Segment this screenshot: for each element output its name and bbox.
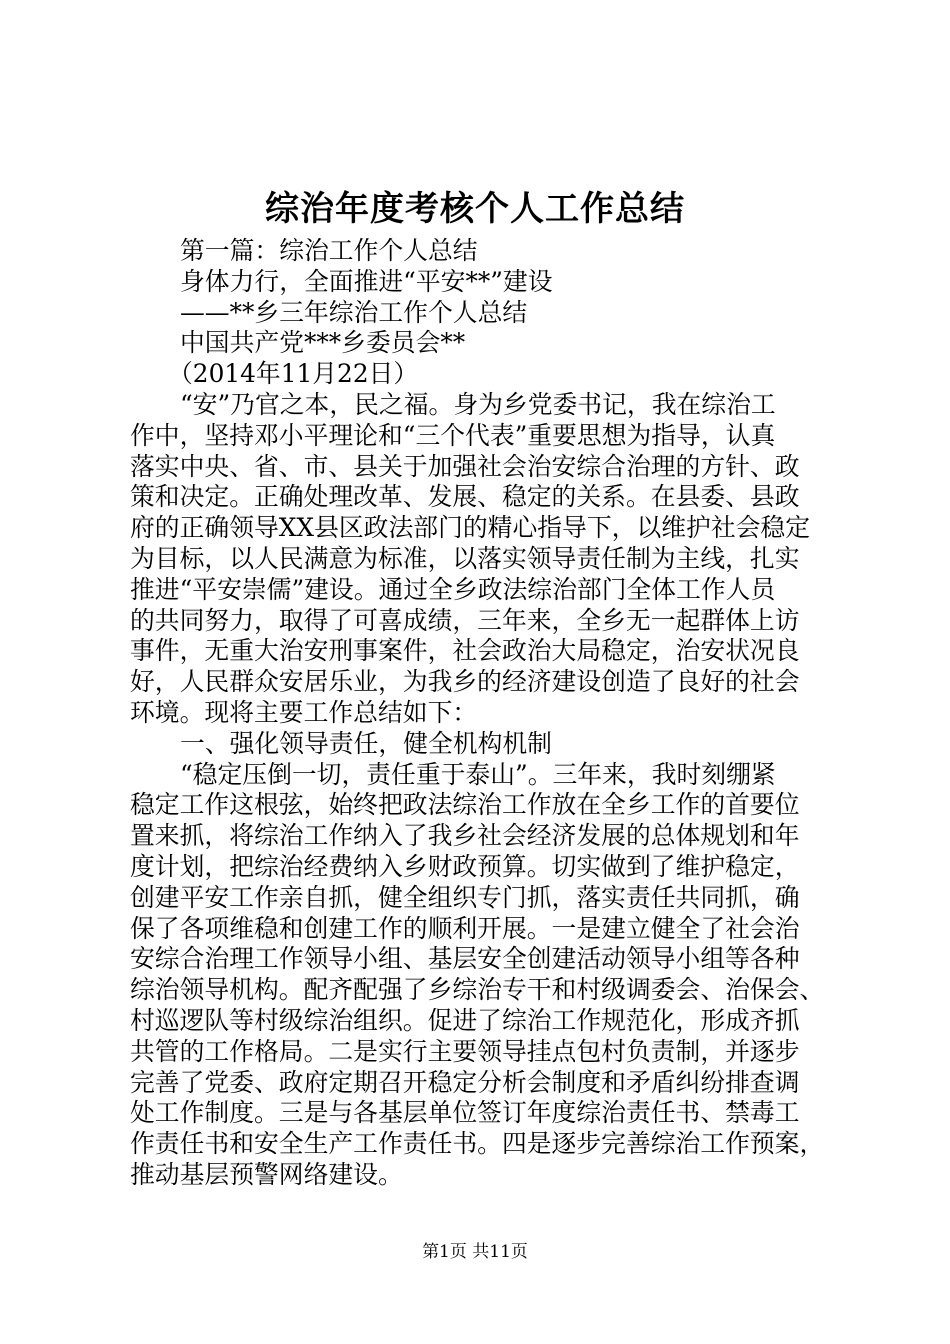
text-line: 推进“平安崇儒”建设。通过全乡政法综治部门全体工作人员: [130, 574, 776, 604]
text-line: 中国共产党***乡委员会**: [180, 328, 466, 358]
text-line: 作中，坚持邓小平理论和“三个代表”重要思想为指导，认真: [130, 420, 776, 450]
text-line: 身体力行，全面推进“平安**”建设: [180, 266, 553, 296]
text-line: 度计划，把综治经费纳入乡财政预算。切实做到了维护稳定，: [130, 851, 800, 881]
text-line: 为目标，以人民满意为标准，以落实领导责任制为主线，扎实: [130, 543, 800, 573]
text-line: 的共同努力，取得了可喜成绩，三年来，全乡无一起群体上访: [130, 605, 800, 635]
text-line: “安”乃官之本，民之福。身为乡党委书记，我在综治工: [180, 389, 776, 419]
text-line: 处工作制度。三是与各基层单位签订年度综治责任书、禁毒工: [130, 1098, 800, 1128]
text-line: 第一篇：综治工作个人总结: [180, 236, 478, 265]
text-line: 策和决定。正确处理改革、发展、稳定的关系。在县委、县政: [130, 482, 800, 512]
text-line: 综治领导机构。配齐配强了乡综治专干和村级调委会、治保会、: [130, 975, 825, 1005]
text-line: 稳定工作这根弦，始终把政法综治工作放在全乡工作的首要位: [130, 790, 800, 820]
text-line: 保了各项维稳和创建工作的顺利开展。一是建立健全了社会治: [130, 913, 800, 943]
text-line: 落实中央、省、市、县关于加强社会治安综合治理的方针、政: [130, 451, 800, 481]
text-line: 好，人民群众安居乐业，为我乡的经济建设创造了良好的社会: [130, 667, 800, 697]
text-line: 村巡逻队等村级综治组织。促进了综治工作规范化，形成齐抓: [130, 1005, 800, 1035]
text-line: 创建平安工作亲自抓，健全组织专门抓，落实责任共同抓，确: [130, 882, 800, 912]
document-body: [130, 236, 830, 1191]
text-line: 置来抓，将综治工作纳入了我乡社会经济发展的总体规划和年: [130, 821, 800, 851]
text-line: 环境。现将主要工作总结如下：: [130, 697, 478, 727]
page-footer: 第1页 共11页: [422, 1242, 528, 1262]
document-title: 综治年度考核个人工作总结: [265, 189, 685, 229]
text-line: ——**乡三年综治工作个人总结: [180, 297, 528, 327]
section-heading: 一、强化领导责任，健全机构机制: [180, 728, 552, 758]
text-line: 府的正确领导XX县区政法部门的精心指导下，以维护社会稳定: [130, 513, 811, 543]
text-line: 事件，无重大治安刑事案件，社会政治大局稳定，治安状况良: [130, 636, 800, 666]
text-line: 完善了党委、政府定期召开稳定分析会制度和矛盾纠纷排查调: [130, 1067, 800, 1097]
text-line: 共管的工作格局。二是实行主要领导挂点包村负责制，并逐步: [130, 1036, 800, 1066]
text-line: 作责任书和安全生产工作责任书。四是逐步完善综治工作预案，: [130, 1129, 825, 1159]
text-line: 安综合治理工作领导小组、基层安全创建活动领导小组等各种: [130, 944, 800, 974]
text-line: （2014年11月22日）: [168, 359, 419, 389]
text-line: “稳定压倒一切，责任重于泰山”。三年来，我时刻绷紧: [180, 759, 776, 789]
text-line: 推动基层预警网络建设。: [130, 1159, 403, 1189]
